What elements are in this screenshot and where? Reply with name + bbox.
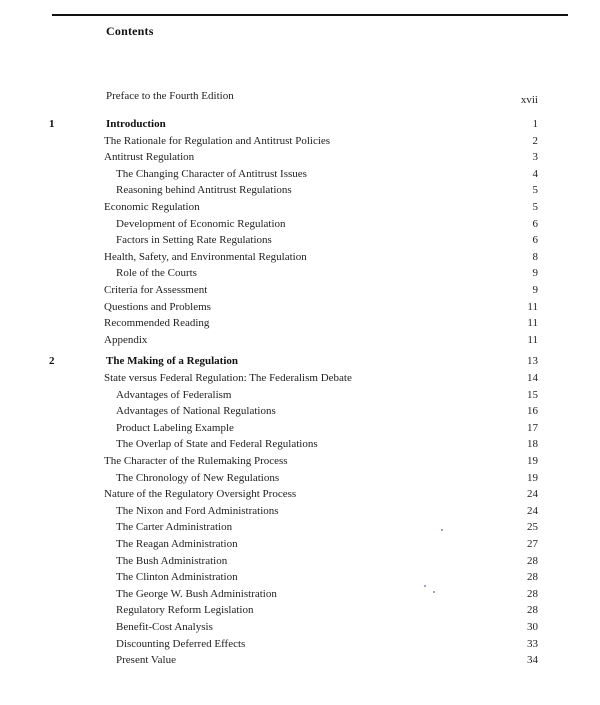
toc-entry-title: The Reagan Administration xyxy=(116,538,238,550)
toc-entry-title: Advantages of Federalism xyxy=(116,389,232,401)
toc-page-number: 24 xyxy=(527,488,538,500)
toc-entry[interactable] xyxy=(0,216,600,232)
toc-page-number: 9 xyxy=(532,284,538,296)
toc-entry[interactable] xyxy=(0,149,600,165)
chapter-number: 1 xyxy=(49,118,55,130)
toc-entry[interactable] xyxy=(0,403,600,419)
toc-page-number: 19 xyxy=(527,472,538,484)
toc-entry[interactable] xyxy=(0,553,600,569)
toc-entry-title: Economic Regulation xyxy=(104,201,200,213)
toc-page-number: 4 xyxy=(532,168,538,180)
toc-page-number: 1 xyxy=(532,118,538,130)
toc-entry-title: Questions and Problems xyxy=(104,301,211,313)
toc-entry-title: The Bush Administration xyxy=(116,555,228,567)
toc-entry-title: The Changing Character of Antitrust Issues xyxy=(116,168,307,180)
toc-entry-title: Factors in Setting Rate Regulations xyxy=(116,234,272,246)
toc-entry[interactable] xyxy=(0,470,600,486)
toc-entry-title: Development of Economic Regulation xyxy=(116,218,286,230)
toc-entry[interactable] xyxy=(0,586,600,602)
toc-entry[interactable] xyxy=(0,265,600,281)
toc-entry-title: The Overlap of State and Federal Regulations xyxy=(116,438,318,450)
toc-entry-title: Criteria for Assessment xyxy=(104,284,208,296)
toc-entry-title: Health, Safety, and Environmental Regulation xyxy=(104,251,307,263)
toc-entry[interactable] xyxy=(0,182,600,198)
toc-entry[interactable] xyxy=(0,232,600,248)
toc-entry[interactable] xyxy=(0,453,600,469)
toc-entry[interactable] xyxy=(0,332,600,348)
toc-entry[interactable] xyxy=(0,199,600,215)
toc-entry[interactable] xyxy=(0,315,600,331)
toc-entry-title: Present Value xyxy=(116,654,176,666)
toc-chapter-heading[interactable] xyxy=(0,353,600,369)
scan-speck xyxy=(424,585,426,587)
toc-entry-title: The Rationale for Regulation and Antitrust Policies xyxy=(104,135,331,147)
top-rule xyxy=(52,14,568,16)
toc-page-number: 6 xyxy=(532,218,538,230)
toc-page-number: 34 xyxy=(527,654,538,666)
toc-entry-title: Discounting Deferred Effects xyxy=(116,638,246,650)
toc-page-number: 17 xyxy=(527,422,538,434)
toc-page-number: xvii xyxy=(520,94,538,106)
toc-page-number: 11 xyxy=(527,334,538,346)
scan-speck xyxy=(433,591,435,593)
toc-entry-title: Regulatory Reform Legislation xyxy=(116,604,254,616)
toc-entry-title: The Chronology of New Regulations xyxy=(116,472,280,484)
toc-page-number: 24 xyxy=(527,505,538,517)
scan-speck xyxy=(441,529,443,531)
toc-page-number: 28 xyxy=(527,604,538,616)
toc-page-number: 6 xyxy=(532,234,538,246)
toc-page-number: 8 xyxy=(532,251,538,263)
toc-entry-title: The George W. Bush Administration xyxy=(116,588,277,600)
toc-entry[interactable] xyxy=(0,166,600,182)
toc-entry-title: The Character of the Rulemaking Process xyxy=(104,455,288,467)
toc-entry[interactable] xyxy=(0,519,600,535)
toc-entry[interactable] xyxy=(0,602,600,618)
toc-page-number: 19 xyxy=(527,455,538,467)
toc-entry-title: Role of the Courts xyxy=(116,267,197,279)
toc-entry-title: Nature of the Regulatory Oversight Process xyxy=(104,488,297,500)
toc-page-number: 5 xyxy=(532,184,538,196)
toc-entry-title: Advantages of National Regulations xyxy=(116,405,276,417)
toc-page-number: 28 xyxy=(527,571,538,583)
toc-entry-title: Appendix xyxy=(104,334,148,346)
toc-page-number: 28 xyxy=(527,588,538,600)
toc-entry-preface[interactable] xyxy=(0,88,600,104)
toc-entry[interactable] xyxy=(0,536,600,552)
toc-page-number: 3 xyxy=(532,151,538,163)
toc-page-number: 30 xyxy=(527,621,538,633)
chapter-number: 2 xyxy=(49,355,55,367)
toc-page-number: 11 xyxy=(527,301,538,313)
toc-page-number: 16 xyxy=(527,405,538,417)
toc-chapter-heading[interactable] xyxy=(0,116,600,132)
toc-page-number: 9 xyxy=(532,267,538,279)
toc-entry[interactable] xyxy=(0,370,600,386)
toc-entry-title: The Carter Administration xyxy=(116,521,233,533)
toc-entry[interactable] xyxy=(0,636,600,652)
toc-entry[interactable] xyxy=(0,486,600,502)
toc-page-number: 13 xyxy=(527,355,538,367)
toc-entry-title: Antitrust Regulation xyxy=(104,151,195,163)
toc-page-number: 25 xyxy=(527,521,538,533)
toc-entry-title: State versus Federal Regulation: The Federalism Debate xyxy=(104,372,352,384)
toc-page-number: 28 xyxy=(527,555,538,567)
toc-entry[interactable] xyxy=(0,249,600,265)
toc-entry[interactable] xyxy=(0,569,600,585)
toc-page-number: 18 xyxy=(527,438,538,450)
toc-page-number: 15 xyxy=(527,389,538,401)
toc-entry-title: Reasoning behind Antitrust Regulations xyxy=(116,184,292,196)
toc-page-number: 5 xyxy=(532,201,538,213)
toc-entry[interactable] xyxy=(0,133,600,149)
toc-entry[interactable] xyxy=(0,503,600,519)
toc-entry[interactable] xyxy=(0,282,600,298)
toc-entry[interactable] xyxy=(0,387,600,403)
toc-page-number: 27 xyxy=(527,538,538,550)
toc-entry-title: The Clinton Administration xyxy=(116,571,238,583)
toc-page-number: 11 xyxy=(527,317,538,329)
toc-page-number: 14 xyxy=(527,372,538,384)
toc-entry[interactable] xyxy=(0,652,600,668)
toc-entry[interactable] xyxy=(0,619,600,635)
toc-entry-title: The Nixon and Ford Administrations xyxy=(116,505,279,517)
chapter-title: The Making of a Regulation xyxy=(106,355,239,367)
toc-entry-title: Preface to the Fourth Edition xyxy=(106,90,234,102)
toc-entry-title: Product Labeling Example xyxy=(116,422,234,434)
toc-entry-title: Recommended Reading xyxy=(104,317,210,329)
page-title: Contents xyxy=(106,24,154,38)
toc-entry[interactable] xyxy=(0,420,600,436)
chapter-title: Introduction xyxy=(106,118,166,130)
toc-entry[interactable] xyxy=(0,436,600,452)
toc-page-number: 2 xyxy=(532,135,538,147)
toc-page-number: 33 xyxy=(527,638,538,650)
toc-entry[interactable] xyxy=(0,299,600,315)
toc-entry-title: Benefit-Cost Analysis xyxy=(116,621,213,633)
